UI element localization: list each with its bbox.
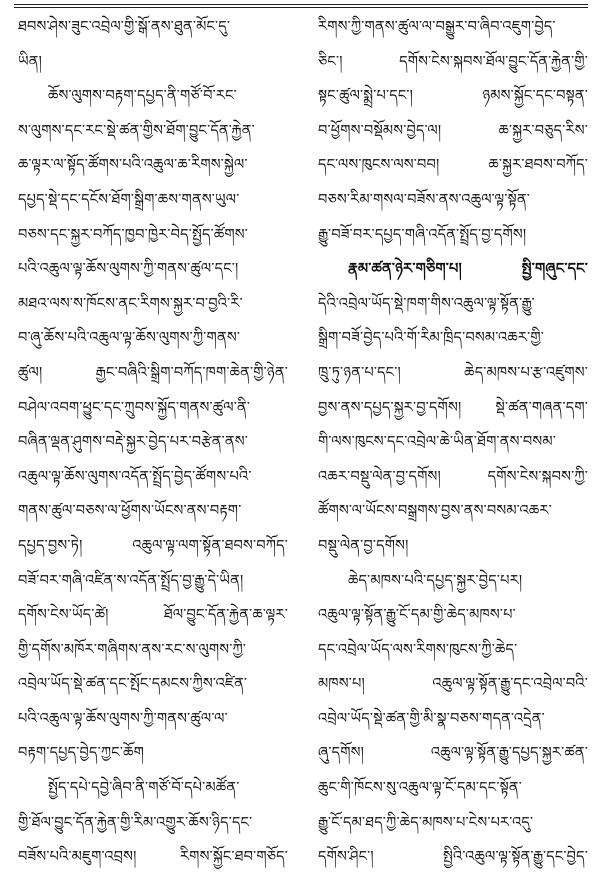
text-line: སྒྲིག་བཟོ་བྱེད་པའི་གོ་རིམ་ཁྲིད་བསམ་འཆར་གྱི་ [318,330,545,347]
text-line: ཐབས་ཤེས་ཟུང་འབྲེལ་གྱི་སྒོ་ནས་ཐུན་མོང་དུ་ [18,19,231,35]
text-line: གྱི་ཐོལ་བྱུང་དོན་རྐྱེན་གྱི་རིམ་འགྱུར་ཆོས་ཉིད་དང་ [18,814,253,831]
text-line: པའི་འཆུལ་ལྟ་ཆོས་ལུགས་ཀྱི་གནས་ཚུལ་ལ་ [18,710,228,727]
text-line: འབྲེལ་ཡོད་སྡེ་ཚན་དང་སྤོང་དམངས་ཀྱིས་འཛིན་ [18,676,248,693]
top-rule-outer [14,4,588,5]
text-line: བ་ཞུ་ཆོས་པའི་འཆུལ་ལྟ་ཆོས་ལུགས་ཀྱི་གནས་ [18,330,241,347]
text-line: གནས་ཚུལ་བཅས་ལ་ཕྱོགས་ཡོངས་ནས་བརྟག་ [18,503,242,520]
text-line: དང་ལས་ཁུངས་ལས་བབ། ཆ་སྐྱར་ཐབས་བཀོད་ [318,157,588,174]
text-line: གྱི་དགོས་མཁོར་གཞིགས་ནས་རང་ས་ལུགས་ཀྱི་ [18,641,247,658]
top-rule-inner [14,7,588,8]
text-line: བཞིན་ལྡན་ཤུགས་བརྡེ་སྐྱར་བྱེད་པར་བརྩེན་ནས་ [18,434,248,451]
text-line: ཡིན། [18,53,43,70]
right-text-column [318,10,588,875]
text-line: བ་ཕྱོགས་བསྡོམས་བྱེད་ལ། ཆ་སྐྱར་བཅུད་རིས་ [318,122,588,139]
text-line: ཆེད་མཁས་པའི་དཔྱད་སྐྱར་བྱེད་པར། [348,572,523,589]
left-text-column [18,10,288,875]
text-line: བྱས་ནས་དཔྱད་སྐྱར་བྱ་དགོས། སྡེ་ཚན་གཞན་དག་ [318,399,588,416]
text-line: ཚུལ། རྒྱང་བཞིའི་སྒྲིག་བཀོད་ཁག་ཆེན་གྱི་ཉེན་ [18,364,288,381]
text-line: གི་ལས་ཁུངས་དང་འབྲེལ་ཆེ་ཡིན་ཐོག་ནས་བསམ་ [318,434,556,451]
section-heading: རྣམ་ཚན་ཉེར་གཅིག་པ། སྤྱི་གཞུང་དང་ [348,261,588,278]
text-line: དཔྱད་བྱས་ཏེ། འཆུལ་ལྟ་ལག་སྟོན་ཐབས་བཀོད་ [18,537,288,554]
text-line: སྟང་ཚུལ་སྨྲེ་པ་དང་། ཉམས་སྐྱོང་དང་བསྟན་ [318,88,588,105]
text-line: འཆུལ་ལྟ་སྟོན་རྒྱུ་ངོ་དམ་གྱི་ཆེད་མཁས་པ་ [318,607,516,624]
text-line: དཔྱད་སྡེ་དང་དངོས་ཐོག་སྒྲིག་ཆས་གནས་ཡུལ་ [18,191,240,208]
text-line: རྒྱུ་ངོ་དམ་ཐད་ཀྱི་ཆེད་མཁས་པ་ངེས་པར་འདུ་ [318,814,534,831]
text-line: བསྡུ་ལེན་བྱ་དགོས། [318,537,409,554]
text-line: ཆུང་གི་ཁོངས་སུ་འཆུལ་ལྟ་ངོ་དམ་དང་སྟོན་ [318,780,522,797]
text-line: བཟོས་པའི་མཇུག་འབྲས། རིགས་སྐྱོང་ཐབ་གཅོད་ [18,849,288,866]
text-line: བཅས་དང་སྐྱར་བཀོད་ཁྱབ་ཁྱེར་བེད་སྤྱོད་ཚོགས་ [18,226,249,243]
text-line: རིགས་ཀྱི་གནས་ཚུལ་ལ་བསྒྱུར་བ་ཞིབ་འཇུག་བྱེད་ [318,19,556,35]
text-line: ཁྲུ་ཏུ་ཉན་པ་དང་། ཆེད་མཁས་པ་རྩ་འཛུགས་ [318,364,588,381]
text-line: དགོས་ཤིང་། སྤྱིའི་འཆུལ་ལྟ་སྟོན་རྒྱུ་དང་བྱེད་ [318,849,588,866]
text-line: འཆར་བསྡུ་ལེན་བྱ་དགོས། དགོས་ངེས་སྐབས་ཀྱི་ [318,468,588,485]
text-line: འབྲེལ་ཡོད་སྡེ་ཚན་གྱི་མི་སྣ་བཅས་གདན་འདྲེན་ [318,710,545,727]
text-line: ཚོགས་ལ་ཡོངས་བསྒྲགས་བྱས་ནས་བསམ་འཆར་ [318,503,552,520]
text-line: མཐའ་ལས་ས་ཁོངས་ནང་རིགས་སྐྱར་བ་བྱའི་རི་ [18,295,243,312]
text-line: དགོས་ངེས་ཡོད་ཚེ། ཐོལ་བྱུང་དོན་རྐྱེན་ཆ་ལྟར་ [18,607,288,624]
text-line: མཁས་པ། འཆུལ་ལྟ་སྟོན་རྒྱུ་དང་འབྲེལ་བའི་ [318,676,588,693]
text-line: དེའི་འབྲེལ་ཡོད་སྡེ་ཁག་གིས་འཆུལ་ལྟ་སྟོན་རྒྱུ་ [318,295,535,312]
text-line: བརྟག་དཔྱད་བྱེད་ཀྱང་ཆོག [18,745,144,762]
text-line: ཆོས་ལུགས་བརྟག་དཔྱད་ནི་གཙོ་བོ་རང་ [48,88,237,105]
text-line: ས་ལུགས་དང་རང་སྡེ་ཚན་གྱིས་ཐོག་བྱུང་དོན་རྐྱེན་ [18,122,255,139]
text-line: འཆུལ་ལྟ་ཆོས་ལུགས་འདོན་སྤྲོད་བྱེད་ཚོགས་པའི་ [18,468,252,485]
text-line: ཞུ་དགོས། འཆུལ་ལྟ་སྟོན་རྒྱུ་དཔྱད་སྐྱར་ཚན་ [318,745,588,762]
text-line: བཤེལ་འབག་ཕྱུང་དང་ཀྲུབས་སྐྱོད་གནས་ཚུལ་ནི་ [18,399,251,416]
text-line: དང་འབྲེལ་ཡོད་ལས་རིགས་ཁུངས་ཀྱི་ཆེད་ [318,641,518,658]
text-line: ཅིང་། དགོས་ངེས་སྐབས་ཐོལ་བྱུང་དོན་རྐྱེན་གྱི་ [318,53,588,70]
text-line: པའི་འཆུལ་ལྟ་ཆོས་ལུགས་ཀྱི་གནས་ཚུལ་དང་། [18,261,239,278]
text-line: བཟོ་བར་གཞི་འཛིན་ས་འདོན་སྤྲོད་བྱ་རྒྱུ་དེ་ཡིན། [18,572,244,589]
text-line: བཅས་རིམ་གསལ་བཟོས་ནས་འཆུལ་ལྟ་སྟོན་ [318,191,530,208]
text-line: ཆ་ལྟར་ལ་སྟོད་ཚོགས་པའི་འཆུལ་ཆ་རིགས་སྐྱེལ་ [18,157,248,174]
text-line: རྒྱུ་བཟོ་བར་དཔྱད་གཞི་འདོན་སྤྲོད་བྱ་དགོས། [318,226,527,243]
text-line: སྤྱོད་དཔེ་དབྱེ་ཞིབ་ནི་གཙོ་བོ་དཔེ་མཚོན་ [48,780,240,797]
